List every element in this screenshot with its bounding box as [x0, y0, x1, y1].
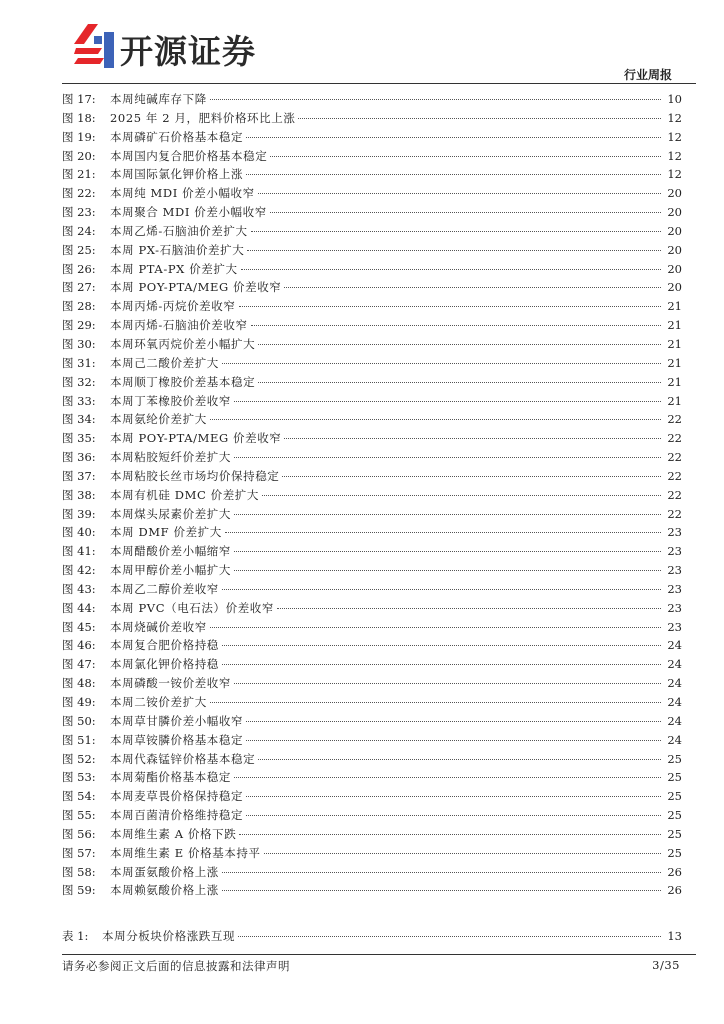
- toc-figure-entry-title: 本周醋酸价差小幅缩窄: [110, 544, 231, 559]
- toc-figure-entry[interactable]: [62, 316, 682, 335]
- toc-figure-entry-page: 26: [667, 864, 682, 879]
- toc-figure-entry[interactable]: [62, 260, 682, 279]
- toc-figure-entry-leader: [234, 683, 661, 684]
- toc-figure-entry-leader: [222, 589, 661, 590]
- toc-figure-entry-page: 20: [667, 205, 682, 220]
- toc-figure-entry[interactable]: [62, 241, 682, 260]
- page-header: [0, 0, 724, 88]
- toc-figure-entry[interactable]: [62, 165, 682, 184]
- toc-figure-entry[interactable]: [62, 523, 682, 542]
- toc-figure-entry-leader: [234, 551, 661, 552]
- toc-figure-entry-label: 图 30:: [62, 336, 96, 351]
- toc-figure-entry[interactable]: [62, 335, 682, 354]
- toc-figure-entry-leader: [264, 853, 661, 854]
- toc-figure-entry-page: 23: [667, 544, 682, 559]
- toc-figure-entry-leader: [251, 325, 661, 326]
- page-number: 3/35: [652, 958, 680, 972]
- toc-figure-entry-leader: [225, 532, 661, 533]
- toc-figure-entry-page: 12: [667, 167, 682, 182]
- toc-figure-entry-page: 25: [667, 789, 682, 804]
- toc-figure-entry-label: 图 49:: [62, 695, 96, 709]
- toc-figure-entry-title: 本周国内复合肥价格基本稳定: [110, 148, 268, 163]
- toc-figure-entry-page: 25: [667, 826, 682, 841]
- toc-figure-entry-title: 本周纯碱库存下降: [110, 92, 207, 106]
- toc-figure-entry[interactable]: [62, 297, 682, 316]
- brand-logo: [74, 22, 294, 72]
- toc-figure-entry-title: 本周复合肥价格持稳: [110, 638, 219, 653]
- toc-figure-entry-label: 图 19:: [62, 129, 96, 144]
- toc-figure-entry[interactable]: [62, 674, 682, 693]
- toc-figure-entry[interactable]: [62, 429, 682, 448]
- toc-figure-entry[interactable]: [62, 448, 682, 467]
- toc-figure-entry[interactable]: [62, 486, 682, 505]
- toc-figure-entry-label: 图 17:: [62, 92, 96, 106]
- toc-figure-entry-page: 21: [667, 374, 682, 389]
- toc-figure-entry-leader: [282, 476, 661, 477]
- toc-figure-entry-page: 25: [667, 845, 682, 860]
- toc-figure-entry-title: 本周 PX-石脑油价差扩大: [110, 242, 245, 257]
- toc-figure-entry-page: 23: [667, 581, 682, 596]
- toc-figure-entry-title: 本周磷矿石价格基本稳定: [110, 129, 244, 144]
- toc-figure-entry-label: 图 40:: [62, 525, 96, 540]
- toc-figure-entry-leader: [258, 193, 661, 194]
- toc-figure-entry-label: 图 43:: [62, 581, 96, 596]
- toc-figure-entry-leader: [270, 156, 661, 157]
- toc-figure-entry-title: 本周乙二醇价差收窄: [110, 581, 219, 596]
- toc-figure-entry-leader: [239, 834, 661, 835]
- toc-figure-entry-title: 本周顺丁橡胶价差基本稳定: [110, 374, 256, 389]
- toc-figure-entry-title: 本周氯化钾价格持稳: [110, 657, 219, 672]
- toc-figure-entry-leader: [222, 890, 661, 891]
- toc-figure-entry[interactable]: [62, 203, 682, 222]
- toc-figure-entry-title: 本周草甘膦价差小幅收窄: [110, 713, 244, 728]
- toc-figure-entry-label: 图 52:: [62, 751, 96, 766]
- toc-figure-entry-leader: [251, 231, 661, 232]
- toc-figure-entry-title: 本周聚合 MDI 价差小幅收窄: [110, 205, 267, 220]
- toc-figure-entry[interactable]: [62, 561, 682, 580]
- toc-figure-entry-label: 图 35:: [62, 431, 96, 446]
- toc-figure-entry-label: 图 59:: [62, 883, 96, 898]
- toc-figure-entry-label: 图 29:: [62, 318, 96, 333]
- toc-figure-entry[interactable]: [62, 392, 682, 411]
- toc-figure-entry-page: 23: [667, 525, 682, 540]
- toc-figure-entry-leader: [270, 212, 661, 213]
- toc-figure-entry[interactable]: [62, 825, 682, 844]
- toc-figure-entry-leader: [222, 645, 661, 646]
- toc-figure-entry-page: 21: [667, 299, 682, 314]
- toc-figure-entry[interactable]: [62, 542, 682, 561]
- toc-figure-entry-label: 图 36:: [62, 450, 96, 465]
- header-divider: [62, 83, 696, 84]
- page-footer: [62, 958, 680, 974]
- toc-figure-entry-label: 图 33:: [62, 393, 96, 408]
- toc-figure-entry-page: 22: [667, 450, 682, 465]
- toc-figure-entry-title: 本周赖氨酸价格上涨: [110, 883, 219, 898]
- toc-table-entry-leader: [238, 936, 661, 937]
- toc-figure-entry-label: 图 42:: [62, 563, 96, 578]
- toc-figure-entry-label: 图 48:: [62, 676, 96, 691]
- legal-disclaimer: 请务必参阅正文后面的信息披露和法律声明: [62, 959, 290, 973]
- toc-figure-entry-leader: [222, 872, 661, 873]
- toc-figure-entry-leader: [262, 495, 661, 496]
- toc-figure-entry-label: 图 18:: [62, 110, 96, 125]
- toc-figure-entry-title: 本周有机硅 DMC 价差扩大: [110, 487, 260, 502]
- toc-figure-entry-label: 图 23:: [62, 205, 96, 220]
- toc-figure-entry-page: 22: [667, 412, 682, 427]
- toc-figure-entry[interactable]: [62, 618, 682, 637]
- toc-figure-entry-page: 25: [667, 770, 682, 785]
- toc-table-entry-page: 13: [667, 929, 682, 943]
- toc-figure-entry-leader: [210, 419, 661, 420]
- toc-figure-entry[interactable]: [62, 222, 682, 241]
- toc-figure-entry-page: 20: [667, 261, 682, 276]
- toc-figure-entry[interactable]: [62, 278, 682, 297]
- report-type: 行业周报: [623, 68, 672, 82]
- toc-figure-entry-leader: [284, 438, 661, 439]
- toc-figure-entry-leader: [258, 382, 661, 383]
- toc-figure-entry-page: 24: [667, 732, 682, 747]
- toc-figure-entry-leader: [210, 627, 661, 628]
- brand-name: 开源证券: [120, 32, 256, 71]
- toc-figure-entry-title: 本周 POY-PTA/MEG 价差收窄: [110, 431, 282, 446]
- toc-figure-entry[interactable]: [62, 881, 682, 900]
- toc-figure-entry-page: 21: [667, 336, 682, 351]
- toc-figure-entry-page: 20: [667, 242, 682, 257]
- toc-table-entry-title: 本周分板块价格涨跌互现: [102, 929, 236, 943]
- toc-figure-entry-label: 图 21:: [62, 167, 96, 182]
- toc-figure-entry[interactable]: [62, 655, 682, 674]
- toc-figure-entry-page: 26: [667, 883, 682, 898]
- toc-figure-entry-label: 图 45:: [62, 619, 96, 634]
- toc-figure-entry[interactable]: [62, 844, 682, 863]
- toc-figure-entry[interactable]: [62, 712, 682, 731]
- toc-figure-entry-title: 本周纯 MDI 价差小幅收窄: [110, 186, 255, 201]
- toc-figure-entry-title: 本周 DMF 价差扩大: [110, 525, 222, 540]
- toc-figure-entry[interactable]: [62, 90, 682, 109]
- toc-figure-entry-label: 图 24:: [62, 223, 96, 238]
- toc-figure-entry[interactable]: [62, 599, 682, 618]
- toc-figure-entry-page: 24: [667, 638, 682, 653]
- toc-figure-entry-label: 图 55:: [62, 808, 96, 823]
- toc-figure-entry-label: 图 27:: [62, 280, 96, 295]
- toc-figure-entry-label: 图 54:: [62, 789, 96, 804]
- toc-figure-entry-page: 22: [667, 468, 682, 483]
- toc-figure-entry-leader: [234, 457, 661, 458]
- toc-figure-entry-label: 图 56:: [62, 826, 96, 841]
- toc-figure-entry-label: 图 51:: [62, 732, 96, 747]
- toc-figure-entry-label: 图 39:: [62, 506, 96, 521]
- toc-figure-entry-title: 本周维生素 E 价格基本持平: [110, 845, 261, 860]
- toc-figure-entry-label: 图 20:: [62, 148, 96, 163]
- toc-figure-entry-title: 本周乙烯-石脑油价差扩大: [110, 223, 248, 238]
- toc-figure-entry-label: 图 34:: [62, 412, 96, 427]
- toc-figure-entry-page: 12: [667, 110, 682, 125]
- toc-figure-entry-title: 本周煤头尿素价差扩大: [110, 506, 231, 521]
- toc-figure-entry-label: 图 31:: [62, 355, 96, 370]
- toc-figure-entry[interactable]: [62, 505, 682, 524]
- toc-figure-entry-label: 图 46:: [62, 638, 96, 653]
- toc-figure-entry-leader: [210, 99, 661, 100]
- toc-figure-entry-leader: [246, 796, 661, 797]
- toc-figure-entry-title: 本周己二酸价差扩大: [110, 355, 219, 370]
- toc-figure-entry-title: 2025 年 2 月，肥料价格环比上涨: [110, 110, 296, 125]
- toc-figure-entry-title: 本周菊酯价格基本稳定: [110, 770, 231, 785]
- toc-figure-entry-title: 本周 PTA-PX 价差扩大: [110, 261, 238, 276]
- toc-figure-entry-title: 本周丙烯-石脑油价差收窄: [110, 318, 248, 333]
- toc-figure-entry-page: 21: [667, 393, 682, 408]
- toc-figure-entry-title: 本周丁苯橡胶价差收窄: [110, 393, 231, 408]
- toc-figure-entry-page: 21: [667, 318, 682, 333]
- toc-figure-entry-page: 22: [667, 487, 682, 502]
- toc-figure-entry-title: 本周粘胶短纤价差扩大: [110, 450, 231, 465]
- footer-divider: [62, 954, 696, 955]
- toc-figure-entry-title: 本周蛋氨酸价格上涨: [110, 864, 219, 879]
- toc-figure-entry-title: 本周 PVC（电石法）价差收窄: [110, 600, 274, 615]
- toc-figure-entry[interactable]: [62, 768, 682, 787]
- toc-figure-entry-label: 图 47:: [62, 657, 96, 672]
- toc-figure-entry[interactable]: [62, 109, 682, 128]
- toc-figure-entry-label: 图 50:: [62, 713, 96, 728]
- toc-figure-entry-page: 25: [667, 751, 682, 766]
- toc-figure-entry-title: 本周草铵膦价格基本稳定: [110, 732, 244, 747]
- toc-figure-entry-leader: [210, 702, 661, 703]
- toc-figure-entry-page: 12: [667, 129, 682, 144]
- toc-figure-entry-label: 图 38:: [62, 487, 96, 502]
- toc-figure-entry[interactable]: [62, 410, 682, 429]
- toc-figure-entry-leader: [246, 740, 661, 741]
- toc-figure-entry[interactable]: [62, 184, 682, 203]
- toc-figure-entry[interactable]: [62, 787, 682, 806]
- toc-figure-entry-label: 图 44:: [62, 600, 96, 615]
- kaiyuan-logo-icon: [74, 22, 114, 70]
- toc-table-entry-label: 表 1:: [62, 929, 89, 943]
- toc-figure-entry-title: 本周甲醇价差小幅扩大: [110, 563, 231, 578]
- toc-figure-entry-page: 12: [667, 148, 682, 163]
- toc-figure-entry-page: 10: [667, 92, 682, 106]
- toc-figure-entry-page: 22: [667, 506, 682, 521]
- toc-figure-entry-page: 24: [667, 695, 682, 709]
- toc-figure-entry-label: 图 26:: [62, 261, 96, 276]
- toc-figure-entry[interactable]: [62, 128, 682, 147]
- toc-figure-entry-leader: [234, 777, 661, 778]
- toc-figure-entry-leader: [277, 608, 661, 609]
- toc-figure-entry-label: 图 53:: [62, 770, 96, 785]
- toc-figure-entry-leader: [246, 815, 661, 816]
- toc-figure-entry-title: 本周丙烯-丙烷价差收窄: [110, 299, 236, 314]
- toc-figure-entry-label: 图 57:: [62, 845, 96, 860]
- toc-figure-entry-leader: [246, 721, 661, 722]
- toc-figure-entry[interactable]: [62, 580, 682, 599]
- toc-figure-entry-page: 21: [667, 355, 682, 370]
- toc-figure-entry-title: 本周麦草畏价格保持稳定: [110, 789, 244, 804]
- toc-figure-entry-leader: [239, 306, 662, 307]
- toc-figure-entry-label: 图 25:: [62, 242, 96, 257]
- toc-figure-entry-page: 23: [667, 600, 682, 615]
- toc-figure-entry[interactable]: [62, 750, 682, 769]
- toc-figure-entry-title: 本周维生素 A 价格下跌: [110, 826, 237, 841]
- table-list: [62, 927, 682, 946]
- toc-figure-entry-title: 本周磷酸一铵价差收窄: [110, 676, 231, 691]
- toc-figure-entry-leader: [222, 363, 661, 364]
- toc-figure-entry-leader: [234, 514, 661, 515]
- toc-table-entry[interactable]: [62, 927, 682, 946]
- toc-figure-entry-title: 本周环氧丙烷价差小幅扩大: [110, 336, 256, 351]
- toc-figure-entry-leader: [284, 287, 661, 288]
- figure-list: [62, 90, 682, 900]
- toc-figure-entry-label: 图 32:: [62, 374, 96, 389]
- toc-figure-entry-page: 24: [667, 676, 682, 691]
- toc-figure-entry-label: 图 28:: [62, 299, 96, 314]
- toc-figure-entry[interactable]: [62, 354, 682, 373]
- toc-figure-entry-label: 图 41:: [62, 544, 96, 559]
- toc-figure-entry-leader: [258, 344, 661, 345]
- toc-figure-entry-page: 23: [667, 619, 682, 634]
- toc-figure-entry-title: 本周粘胶长丝市场均价保持稳定: [110, 468, 280, 483]
- toc-figure-entry[interactable]: [62, 863, 682, 882]
- toc-figure-entry-title: 本周国际氯化钾价格上涨: [110, 167, 244, 182]
- toc-figure-entry-label: 图 37:: [62, 468, 96, 483]
- toc-figure-entry-title: 本周代森锰锌价格基本稳定: [110, 751, 256, 766]
- toc-figure-entry-title: 本周烧碱价差收窄: [110, 619, 207, 634]
- toc-figure-entry[interactable]: [62, 147, 682, 166]
- toc-figure-entry-leader: [298, 118, 661, 119]
- toc-figure-entry-leader: [247, 250, 661, 251]
- toc-figure-entry[interactable]: [62, 731, 682, 750]
- toc-figure-entry-label: 图 58:: [62, 864, 96, 879]
- toc-figure-entry-leader: [258, 759, 661, 760]
- toc-figure-entry-page: 24: [667, 657, 682, 672]
- toc-figure-entry-page: 22: [667, 431, 682, 446]
- toc-figure-entry[interactable]: [62, 373, 682, 392]
- toc-figure-entry-page: 23: [667, 563, 682, 578]
- toc-figure-entry[interactable]: [62, 806, 682, 825]
- toc-figure-entry-page: 25: [667, 808, 682, 823]
- toc-figure-entry-leader: [234, 401, 661, 402]
- toc-figure-entry-title: 本周百菌清价格维持稳定: [110, 808, 244, 823]
- toc-figure-entry[interactable]: [62, 693, 682, 712]
- toc-figure-entry[interactable]: [62, 467, 682, 486]
- toc-figure-entry-page: 20: [667, 186, 682, 201]
- toc-figure-entry-title: 本周二铵价差扩大: [110, 695, 207, 709]
- toc-figure-entry-leader: [246, 174, 661, 175]
- toc-figure-entry-leader: [241, 269, 661, 270]
- toc-figure-entry-title: 本周 POY-PTA/MEG 价差收窄: [110, 280, 282, 295]
- toc-figure-entry-leader: [234, 570, 661, 571]
- toc-figure-entry-label: 图 22:: [62, 186, 96, 201]
- toc-figure-entry-page: 20: [667, 223, 682, 238]
- toc-figure-entry-title: 本周氨纶价差扩大: [110, 412, 207, 427]
- toc-figure-entry-leader: [246, 137, 661, 138]
- toc-figure-entry[interactable]: [62, 636, 682, 655]
- toc-figure-entry-leader: [222, 664, 661, 665]
- toc-figure-entry-page: 24: [667, 713, 682, 728]
- toc-figure-entry-page: 20: [667, 280, 682, 295]
